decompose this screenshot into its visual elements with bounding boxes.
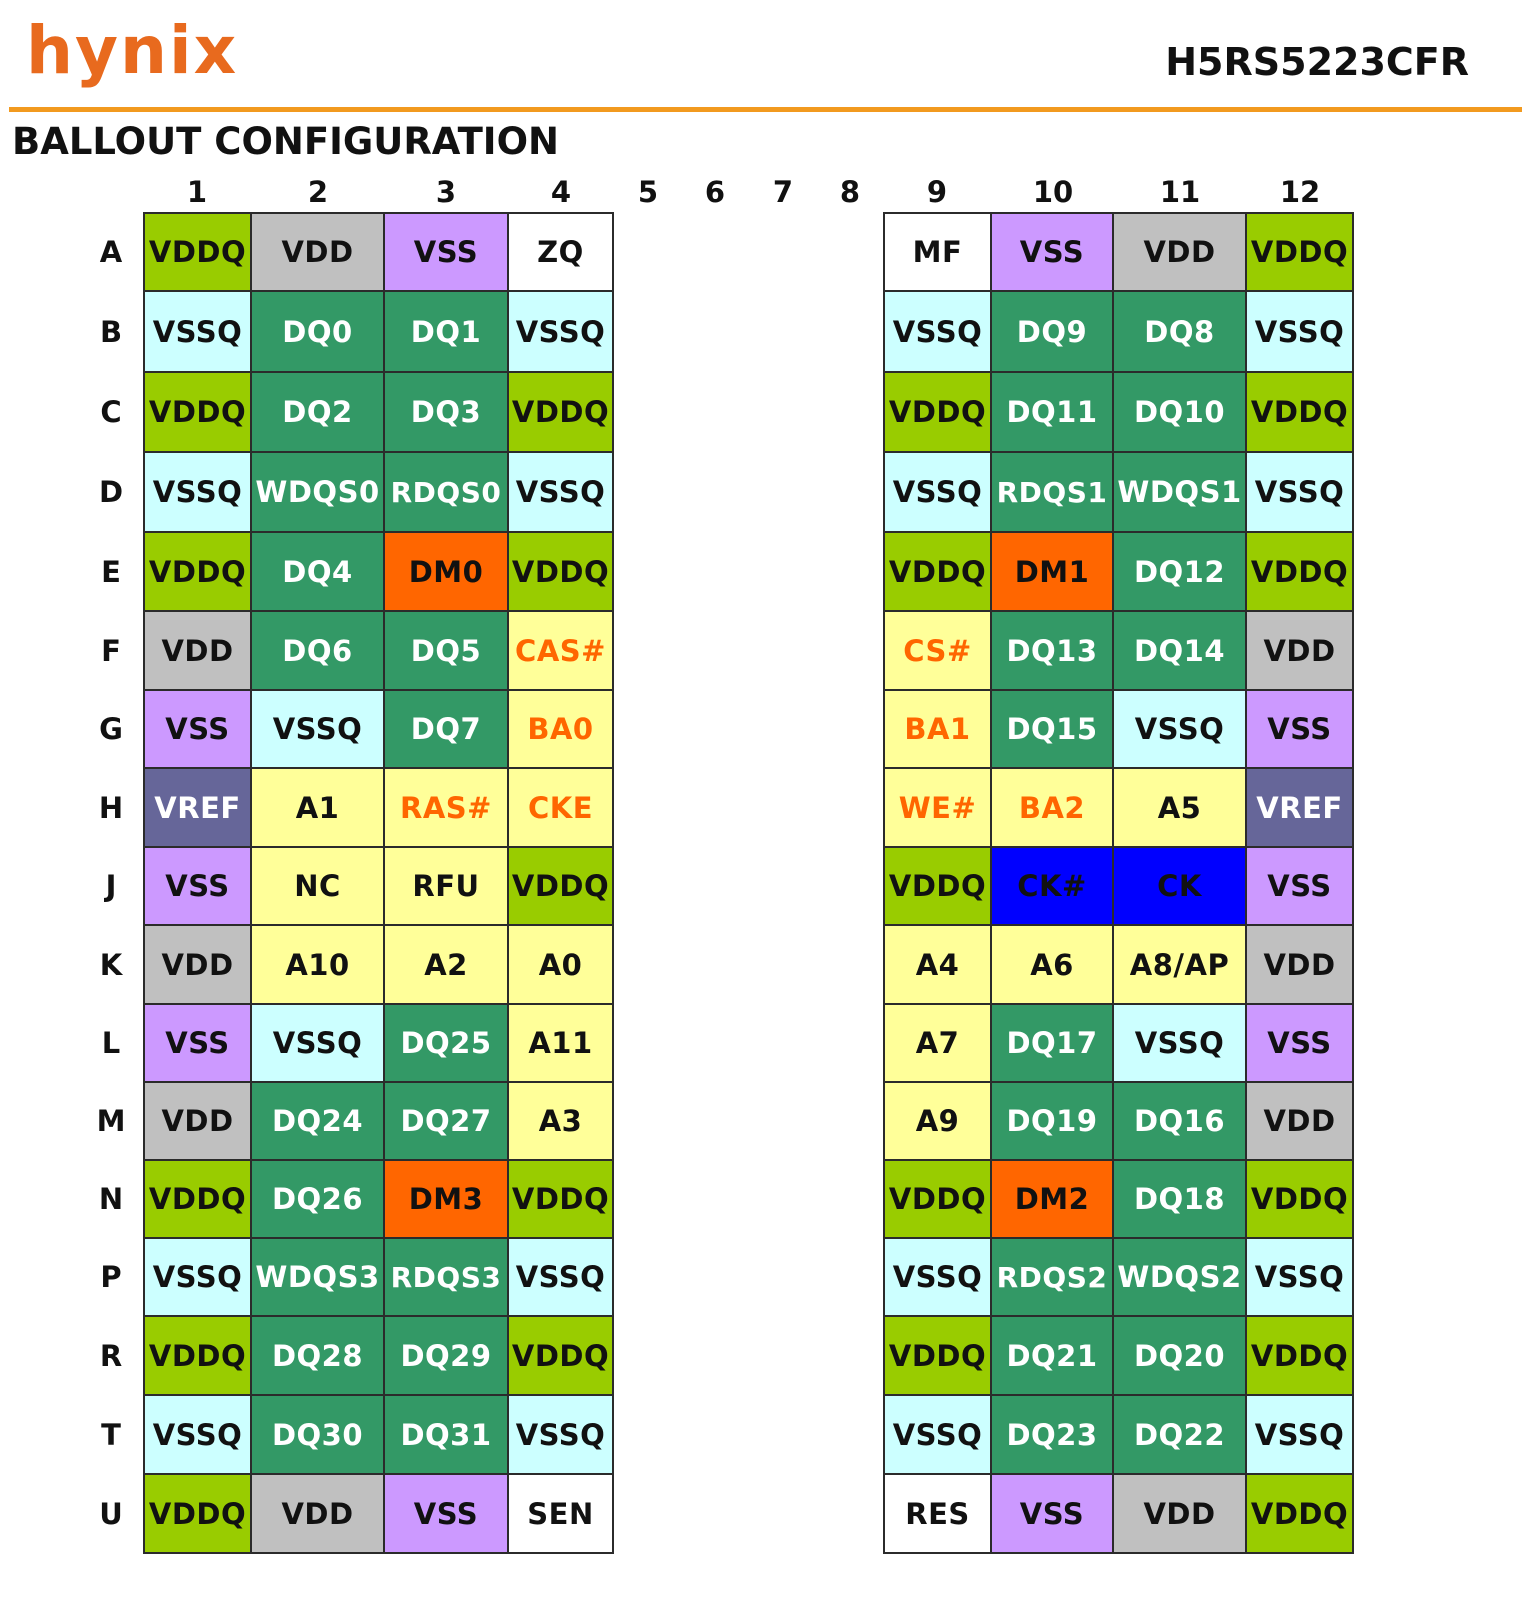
hynix-logo: hynix xyxy=(26,12,239,89)
ball-p2-wdqs3: WDQS3 xyxy=(250,1237,385,1317)
ball-k10-a6: A6 xyxy=(990,924,1114,1005)
ball-c9-vddq: VDDQ xyxy=(883,371,992,453)
ball-h10-ba2: BA2 xyxy=(990,767,1114,848)
ball-f9-cs-bar: CS# xyxy=(883,610,992,691)
ball-h11-a5: A5 xyxy=(1112,767,1247,848)
row-label-t: T xyxy=(101,1417,121,1452)
ball-j1-vss: VSS xyxy=(143,846,252,926)
ball-a12-vddq: VDDQ xyxy=(1245,212,1354,292)
ball-p9-vssq: VSSQ xyxy=(883,1237,992,1317)
ball-g9-ba1: BA1 xyxy=(883,689,992,769)
ball-n4-vddq: VDDQ xyxy=(507,1159,614,1239)
ball-e12-vddq: VDDQ xyxy=(1245,531,1354,612)
ball-l3-dq25: DQ25 xyxy=(383,1003,509,1083)
ball-g10-dq15: DQ15 xyxy=(990,689,1114,769)
column-label-7: 7 xyxy=(772,175,794,209)
ball-r11-dq20: DQ20 xyxy=(1112,1315,1247,1396)
ball-t1-vssq: VSSQ xyxy=(143,1394,252,1475)
ball-d9-vssq: VSSQ xyxy=(883,451,992,533)
ball-u12-vddq: VDDQ xyxy=(1245,1473,1354,1554)
ball-r12-vddq: VDDQ xyxy=(1245,1315,1354,1396)
ball-f4-cas-bar: CAS# xyxy=(507,610,614,691)
ball-l4-a11: A11 xyxy=(507,1003,614,1083)
ball-r3-dq29: DQ29 xyxy=(383,1315,509,1396)
ball-p10-rdqs2: RDQS2 xyxy=(990,1237,1114,1317)
ball-t11-dq22: DQ22 xyxy=(1112,1394,1247,1475)
ball-k12-vdd: VDD xyxy=(1245,924,1354,1005)
ball-e9-vddq: VDDQ xyxy=(883,531,992,612)
row-label-g: G xyxy=(99,712,123,746)
ball-k9-a4: A4 xyxy=(883,924,992,1005)
ball-n12-vddq: VDDQ xyxy=(1245,1159,1354,1239)
ball-t10-dq23: DQ23 xyxy=(990,1394,1114,1475)
ball-n3-dm3: DM3 xyxy=(383,1159,509,1239)
ball-u11-vdd: VDD xyxy=(1112,1473,1247,1554)
ball-d11-wdqs1: WDQS1 xyxy=(1112,451,1247,533)
row-label-m: M xyxy=(96,1104,126,1138)
ball-c12-vddq: VDDQ xyxy=(1245,371,1354,453)
ball-l2-vssq: VSSQ xyxy=(250,1003,385,1083)
ball-b1-vssq: VSSQ xyxy=(143,290,252,373)
ball-b3-dq1: DQ1 xyxy=(383,290,509,373)
row-label-h: H xyxy=(98,790,124,825)
ball-d4-vssq: VSSQ xyxy=(507,451,614,533)
ball-j10-ck-bar: CK# xyxy=(990,846,1114,926)
row-label-e: E xyxy=(101,554,121,589)
ball-c11-dq10: DQ10 xyxy=(1112,371,1247,453)
ball-e3-dm0: DM0 xyxy=(383,531,509,612)
ball-h9-we-bar: WE# xyxy=(883,767,992,848)
ball-u3-vss: VSS xyxy=(383,1473,509,1554)
ball-u1-vddq: VDDQ xyxy=(143,1473,252,1554)
ball-a3-vss: VSS xyxy=(383,212,509,292)
ball-g11-vssq: VSSQ xyxy=(1112,689,1247,769)
header-divider xyxy=(9,107,1522,112)
ball-f10-dq13: DQ13 xyxy=(990,610,1114,691)
column-label-9: 9 xyxy=(926,175,948,209)
ball-g1-vss: VSS xyxy=(143,689,252,769)
ball-k2-a10: A10 xyxy=(250,924,385,1005)
ball-l12-vss: VSS xyxy=(1245,1003,1354,1083)
row-label-d: D xyxy=(98,475,124,509)
ball-p4-vssq: VSSQ xyxy=(507,1237,614,1317)
ball-l10-dq17: DQ17 xyxy=(990,1003,1114,1083)
ball-c2-dq2: DQ2 xyxy=(250,371,385,453)
ball-k3-a2: A2 xyxy=(383,924,509,1005)
ball-e2-dq4: DQ4 xyxy=(250,531,385,612)
ball-a11-vdd: VDD xyxy=(1112,212,1247,292)
ball-b11-dq8: DQ8 xyxy=(1112,290,1247,373)
ball-b9-vssq: VSSQ xyxy=(883,290,992,373)
column-label-3: 3 xyxy=(435,175,457,209)
ball-n2-dq26: DQ26 xyxy=(250,1159,385,1239)
ball-t4-vssq: VSSQ xyxy=(507,1394,614,1475)
ball-r9-vddq: VDDQ xyxy=(883,1315,992,1396)
ball-c1-vddq: VDDQ xyxy=(143,371,252,453)
section-title: BALLOUT CONFIGURATION xyxy=(12,120,559,163)
ball-m12-vdd: VDD xyxy=(1245,1081,1354,1161)
ball-u2-vdd: VDD xyxy=(250,1473,385,1554)
ball-t9-vssq: VSSQ xyxy=(883,1394,992,1475)
ball-m9-a9: A9 xyxy=(883,1081,992,1161)
column-label-11: 11 xyxy=(1159,175,1201,209)
ball-d12-vssq: VSSQ xyxy=(1245,451,1354,533)
ball-j11-ck: CK xyxy=(1112,846,1247,926)
row-label-l: L xyxy=(101,1026,121,1060)
row-label-u: U xyxy=(99,1496,123,1531)
ball-j2-nc: NC xyxy=(250,846,385,926)
ball-u9-res: RES xyxy=(883,1473,992,1554)
ball-f3-dq5: DQ5 xyxy=(383,610,509,691)
ball-j4-vddq: VDDQ xyxy=(507,846,614,926)
ball-a2-vdd: VDD xyxy=(250,212,385,292)
ball-f12-vdd: VDD xyxy=(1245,610,1354,691)
ball-r2-dq28: DQ28 xyxy=(250,1315,385,1396)
row-label-r: R xyxy=(99,1338,123,1373)
ball-u4-sen: SEN xyxy=(507,1473,614,1554)
row-label-b: B xyxy=(99,314,123,349)
ball-e4-vddq: VDDQ xyxy=(507,531,614,612)
ball-g12-vss: VSS xyxy=(1245,689,1354,769)
ball-b4-vssq: VSSQ xyxy=(507,290,614,373)
ball-g4-ba0: BA0 xyxy=(507,689,614,769)
ball-m2-dq24: DQ24 xyxy=(250,1081,385,1161)
ball-j9-vddq: VDDQ xyxy=(883,846,992,926)
ball-p11-wdqs2: WDQS2 xyxy=(1112,1237,1247,1317)
ball-e11-dq12: DQ12 xyxy=(1112,531,1247,612)
ball-l11-vssq: VSSQ xyxy=(1112,1003,1247,1083)
ball-m10-dq19: DQ19 xyxy=(990,1081,1114,1161)
ball-r1-vddq: VDDQ xyxy=(143,1315,252,1396)
ball-h2-a1: A1 xyxy=(250,767,385,848)
ball-n1-vddq: VDDQ xyxy=(143,1159,252,1239)
column-label-5: 5 xyxy=(637,175,659,209)
ball-a10-vss: VSS xyxy=(990,212,1114,292)
ball-t3-dq31: DQ31 xyxy=(383,1394,509,1475)
ball-r10-dq21: DQ21 xyxy=(990,1315,1114,1396)
ball-p12-vssq: VSSQ xyxy=(1245,1237,1354,1317)
ball-t2-dq30: DQ30 xyxy=(250,1394,385,1475)
ball-f1-vdd: VDD xyxy=(143,610,252,691)
ball-d1-vssq: VSSQ xyxy=(143,451,252,533)
row-label-p: P xyxy=(100,1260,122,1294)
ball-k4-a0: A0 xyxy=(507,924,614,1005)
ball-k1-vdd: VDD xyxy=(143,924,252,1005)
ball-f11-dq14: DQ14 xyxy=(1112,610,1247,691)
ball-b10-dq9: DQ9 xyxy=(990,290,1114,373)
ball-r4-vddq: VDDQ xyxy=(507,1315,614,1396)
ball-k11-a8-ap: A8/AP xyxy=(1112,924,1247,1005)
ball-h4-cke: CKE xyxy=(507,767,614,848)
ball-c3-dq3: DQ3 xyxy=(383,371,509,453)
column-label-10: 10 xyxy=(1032,175,1074,209)
ball-c4-vddq: VDDQ xyxy=(507,371,614,453)
ball-d2-wdqs0: WDQS0 xyxy=(250,451,385,533)
ball-n10-dm2: DM2 xyxy=(990,1159,1114,1239)
ball-l9-a7: A7 xyxy=(883,1003,992,1083)
ball-m1-vdd: VDD xyxy=(143,1081,252,1161)
ball-g3-dq7: DQ7 xyxy=(383,689,509,769)
column-label-1: 1 xyxy=(186,175,208,209)
ball-e1-vddq: VDDQ xyxy=(143,531,252,612)
ball-m11-dq16: DQ16 xyxy=(1112,1081,1247,1161)
document-id: H5RS5223CFR xyxy=(1165,40,1469,84)
row-label-n: N xyxy=(98,1182,124,1216)
column-label-12: 12 xyxy=(1279,175,1321,209)
ball-m4-a3: A3 xyxy=(507,1081,614,1161)
ball-t12-vssq: VSSQ xyxy=(1245,1394,1354,1475)
ball-h3-ras-bar: RAS# xyxy=(383,767,509,848)
column-label-6: 6 xyxy=(704,175,726,209)
ball-h1-vref: VREF xyxy=(143,767,252,848)
ball-c10-dq11: DQ11 xyxy=(990,371,1114,453)
ball-a4-zq: ZQ xyxy=(507,212,614,292)
row-label-f: F xyxy=(101,633,121,668)
ball-d3-rdqs0: RDQS0 xyxy=(383,451,509,533)
row-label-k: K xyxy=(99,947,123,982)
ball-a1-vddq: VDDQ xyxy=(143,212,252,292)
row-label-c: C xyxy=(100,395,122,429)
ball-f2-dq6: DQ6 xyxy=(250,610,385,691)
row-label-j: J xyxy=(105,869,117,903)
row-label-a: A xyxy=(99,235,123,269)
ball-d10-rdqs1: RDQS1 xyxy=(990,451,1114,533)
ball-l1-vss: VSS xyxy=(143,1003,252,1083)
ball-j3-rfu: RFU xyxy=(383,846,509,926)
column-label-2: 2 xyxy=(307,175,329,209)
ball-u10-vss: VSS xyxy=(990,1473,1114,1554)
ball-g2-vssq: VSSQ xyxy=(250,689,385,769)
ball-b12-vssq: VSSQ xyxy=(1245,290,1354,373)
ball-e10-dm1: DM1 xyxy=(990,531,1114,612)
ball-h12-vref: VREF xyxy=(1245,767,1354,848)
ball-b2-dq0: DQ0 xyxy=(250,290,385,373)
ball-p3-rdqs3: RDQS3 xyxy=(383,1237,509,1317)
ball-a9-mf: MF xyxy=(883,212,992,292)
column-label-4: 4 xyxy=(550,175,572,209)
ball-j12-vss: VSS xyxy=(1245,846,1354,926)
ball-n9-vddq: VDDQ xyxy=(883,1159,992,1239)
ball-p1-vssq: VSSQ xyxy=(143,1237,252,1317)
column-label-8: 8 xyxy=(839,175,861,209)
ball-m3-dq27: DQ27 xyxy=(383,1081,509,1161)
ball-n11-dq18: DQ18 xyxy=(1112,1159,1247,1239)
